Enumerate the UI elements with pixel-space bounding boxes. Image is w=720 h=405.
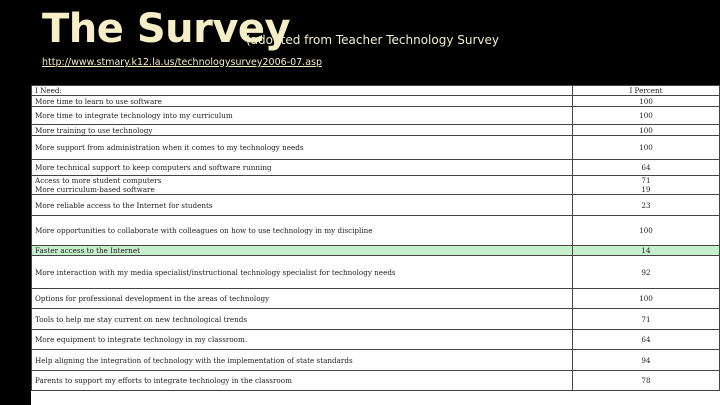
percent-cell — [573, 289, 720, 309]
percent-value: 100 — [639, 226, 653, 235]
need-cell — [32, 246, 573, 256]
need-text: Options for professional development in the areas of technology — [35, 294, 270, 303]
table-header-row — [32, 86, 720, 96]
page-title: The Survey — [42, 6, 291, 52]
need-text: Access to more student computers — [35, 176, 162, 185]
percent-value: 64 — [641, 335, 651, 344]
need-text: Tools to help me stay current on new technological trends — [35, 314, 248, 324]
survey-table — [31, 85, 720, 391]
need-cell — [32, 176, 573, 195]
table-row — [32, 330, 720, 350]
need-text: More reliable access to the Internet for students — [35, 200, 213, 210]
percent-cell — [573, 371, 720, 391]
need-cell — [32, 195, 573, 216]
table-row — [32, 256, 720, 289]
table-row — [32, 195, 720, 216]
need-cell — [32, 350, 573, 371]
percent-cell — [573, 125, 720, 136]
table-row — [32, 350, 720, 371]
survey-table-sheet — [31, 85, 720, 405]
need-text: More time to integrate technology into my curriculum — [35, 111, 233, 120]
percent-cell — [573, 195, 720, 216]
need-text: More support from administration when it comes to my technology needs — [35, 143, 304, 152]
table-row — [32, 96, 720, 107]
table-row — [32, 371, 720, 391]
need-text: More training to use technology — [35, 125, 153, 135]
need-text: More interaction with my media specialist/instructional technology specialist for technology needs — [35, 267, 396, 277]
need-cell — [32, 256, 573, 289]
need-cell — [32, 107, 573, 125]
percent-value: 100 — [639, 294, 653, 303]
percent-value: 100 — [639, 143, 653, 152]
percent-value: 71 — [641, 176, 651, 185]
table-row — [32, 160, 720, 176]
table-row — [32, 289, 720, 309]
header-need: I Need: — [32, 86, 573, 96]
percent-cell — [573, 96, 720, 107]
percent-value: 100 — [639, 125, 653, 135]
percent-cell — [573, 160, 720, 176]
table-row — [32, 107, 720, 125]
percent-cell — [573, 176, 720, 195]
percent-value: 100 — [639, 96, 653, 106]
need-cell — [32, 216, 573, 246]
percent-value: 14 — [641, 246, 651, 255]
need-text: Faster access to the Internet — [35, 246, 140, 255]
table-row — [32, 136, 720, 160]
percent-value: 19 — [641, 185, 651, 194]
percent-cell — [573, 309, 720, 330]
need-text: Help aligning the integration of technology with the implementation of state standards — [35, 355, 353, 365]
percent-value: 64 — [641, 163, 651, 172]
percent-cell — [573, 246, 720, 256]
header-percent: I Percent — [573, 86, 720, 96]
need-cell — [32, 371, 573, 391]
percent-cell — [573, 350, 720, 371]
percent-value: 23 — [641, 200, 651, 210]
need-cell — [32, 125, 573, 136]
percent-cell — [573, 136, 720, 160]
percent-value: 71 — [641, 314, 651, 324]
percent-cell — [573, 216, 720, 246]
need-text: More equipment to integrate technology in my classroom. — [35, 335, 248, 344]
percent-cell — [573, 107, 720, 125]
need-text: More technical support to keep computers and software running — [35, 163, 272, 172]
table-row — [32, 125, 720, 136]
need-text: Parents to support my efforts to integrate technology in the classroom — [35, 376, 292, 385]
need-text: More curriculum-based software — [35, 185, 155, 194]
need-cell — [32, 136, 573, 160]
need-cell — [32, 309, 573, 330]
need-cell — [32, 160, 573, 176]
percent-value: 100 — [639, 111, 653, 120]
table-row — [32, 216, 720, 246]
percent-value: 92 — [641, 267, 651, 277]
need-cell — [32, 289, 573, 309]
table-row — [32, 246, 720, 256]
table-row — [32, 309, 720, 330]
need-cell — [32, 330, 573, 350]
table-row — [32, 176, 720, 195]
percent-value: 94 — [641, 355, 651, 365]
survey-link[interactable]: http://www.stmary.k12.la.us/technologysurvey2006-07.asp — [42, 57, 322, 68]
page-subtitle: (adopted from Teacher Technology Survey — [246, 33, 500, 47]
percent-cell — [573, 330, 720, 350]
need-cell — [32, 96, 573, 107]
need-text: More opportunities to collaborate with colleagues on how to use technology in my discipline — [35, 226, 373, 235]
percent-cell — [573, 256, 720, 289]
need-text: More time to learn to use software — [35, 96, 162, 106]
percent-value: 78 — [641, 376, 651, 385]
